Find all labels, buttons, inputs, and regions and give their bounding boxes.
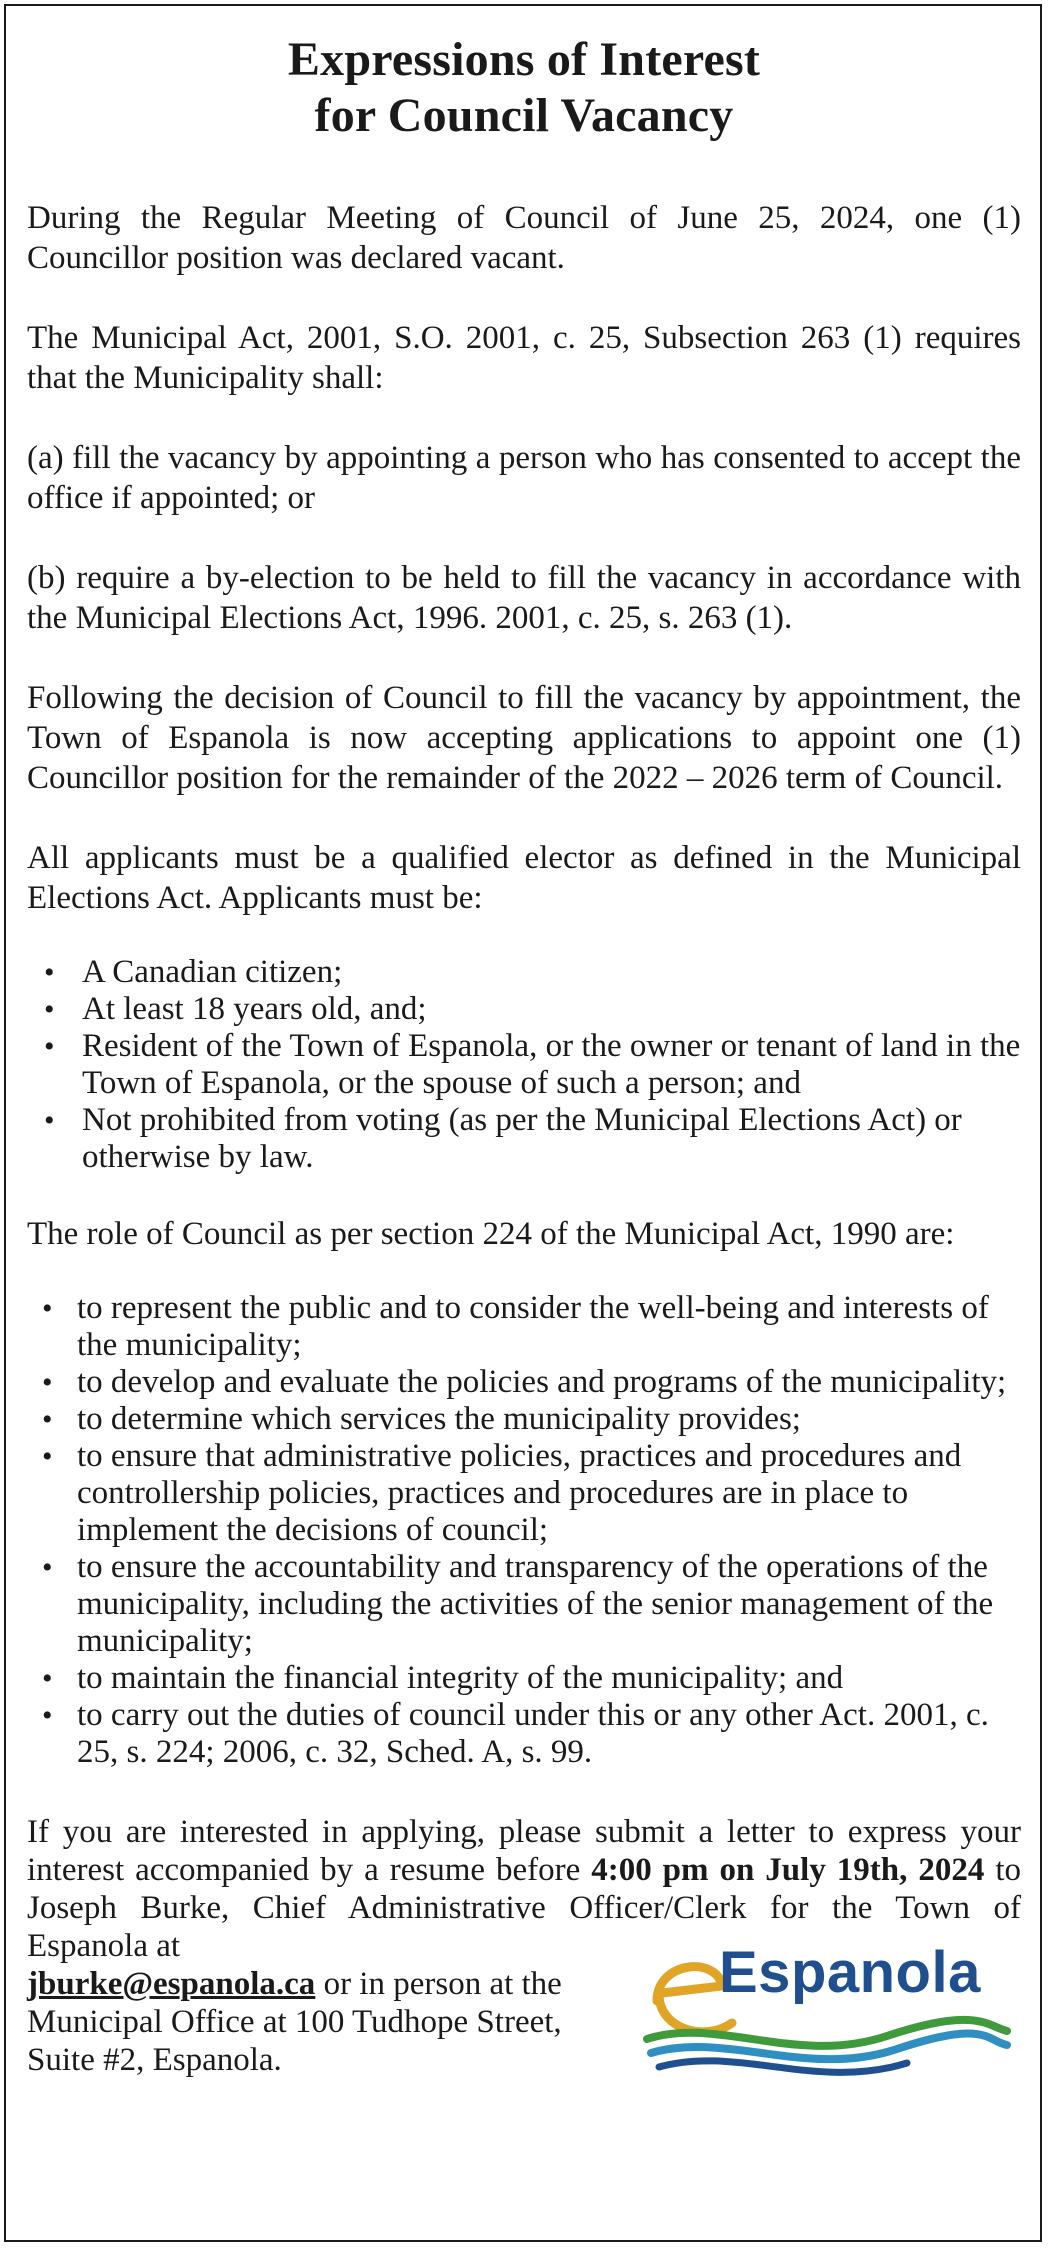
paragraph-applicant-qualifications: All applicants must be a qualified elector as defined in the Municipal Elections Act. Applicants must be:: [27, 840, 1021, 916]
bullet-icon: •: [42, 1403, 53, 1436]
list-item: • to represent the public and to consider the well-being and interests of the municipality;: [42, 1290, 989, 1363]
bullet-icon: •: [42, 1551, 53, 1584]
bullet-icon: •: [42, 1662, 53, 1695]
bullet-icon: •: [44, 956, 55, 989]
list-item: • to carry out the duties of council under this or any other Act. 2001, c. 25, s. 224; 2006, c. 32, Sched. A, s. 99.: [42, 1697, 989, 1770]
list-item: • Not prohibited from voting (as per the Municipal Elections Act) or otherwise by law.: [44, 1102, 962, 1175]
list-item: • Resident of the Town of Espanola, or the owner or tenant of land in the Town of Espanola, or the spouse of such a person; and: [44, 1028, 1021, 1101]
paragraph-how-to-apply: If you are interested in applying, please submit a letter to express your interest accompanied by a resume before 4:00 pm on July 19th, 2024 to Joseph Burke, Chief Administrative Officer/Clerk for the Town of Espanola at: [27, 1814, 1021, 1964]
list-item: • to ensure the accountability and transparency of the operations of the municipality, including the activities of the senior management of the municipality;: [42, 1549, 994, 1659]
list-item: • A Canadian citizen;: [44, 954, 343, 990]
paragraph-contact: jburke@espanola.ca or in person at the Municipal Office at 100 Tudhope Street, Suite #2, Espanola.: [27, 1966, 562, 2078]
list-item: • to determine which services the municipality provides;: [42, 1401, 801, 1437]
title-line-2: for Council Vacancy: [314, 89, 734, 142]
list-item: • to develop and evaluate the policies and programs of the municipality;: [42, 1364, 1007, 1400]
paragraph-option-b: (b) require a by-election to be held to fill the vacancy in accordance with the Municipal Elections Act, 1996. 2001, c. 25, s. 263 (1).: [27, 560, 1021, 636]
paragraph-municipal-act: The Municipal Act, 2001, S.O. 2001, c. 25, Subsection 263 (1) requires that the Municipality shall:: [27, 320, 1021, 396]
title-line-1: Expressions of Interest: [287, 33, 761, 86]
notice-title: [27, 32, 1021, 144]
bullet-icon: •: [42, 1440, 53, 1473]
bullet-icon: •: [44, 1030, 55, 1063]
espanola-logo: [637, 1931, 1017, 2081]
paragraph-council-role: The role of Council as per section 224 of the Municipal Act, 1990 are:: [27, 1216, 955, 1252]
paragraph-option-a: (a) fill the vacancy by appointing a person who has consented to accept the office if appointed; or: [27, 440, 1021, 516]
bullet-icon: •: [44, 1104, 55, 1137]
logo-wordmark: Espanola: [719, 1940, 981, 2005]
closing-section: [27, 1813, 1021, 2079]
council-roles-list: [27, 1290, 1021, 1771]
list-item: • to maintain the financial integrity of the municipality; and: [42, 1660, 844, 1696]
notice-content: [27, 24, 1021, 2079]
email-link[interactable]: jburke@espanola.ca: [27, 1966, 316, 2002]
list-item: • At least 18 years old, and;: [44, 991, 427, 1027]
bullet-icon: •: [44, 993, 55, 1026]
deadline: 4:00 pm on July 19th, 2024: [591, 1852, 985, 1888]
list-item: • to ensure that administrative policies, practices and procedures and controllership policies, practices and procedures are in place to implement the decisions of council;: [42, 1438, 962, 1548]
bullet-icon: •: [42, 1366, 53, 1399]
bullet-icon: •: [42, 1699, 53, 1732]
paragraph-council-decision: Following the decision of Council to fill the vacancy by appointment, the Town of Espanola is now accepting applications to appoint one (1) Councillor position for the remainder of the 2022 – 2026 term of Council.: [27, 680, 1021, 796]
paragraph-vacancy-declared: During the Regular Meeting of Council of June 25, 2024, one (1) Councillor position was declared vacant.: [27, 200, 1021, 276]
bullet-icon: •: [42, 1292, 53, 1325]
requirements-list: [27, 954, 1021, 1176]
